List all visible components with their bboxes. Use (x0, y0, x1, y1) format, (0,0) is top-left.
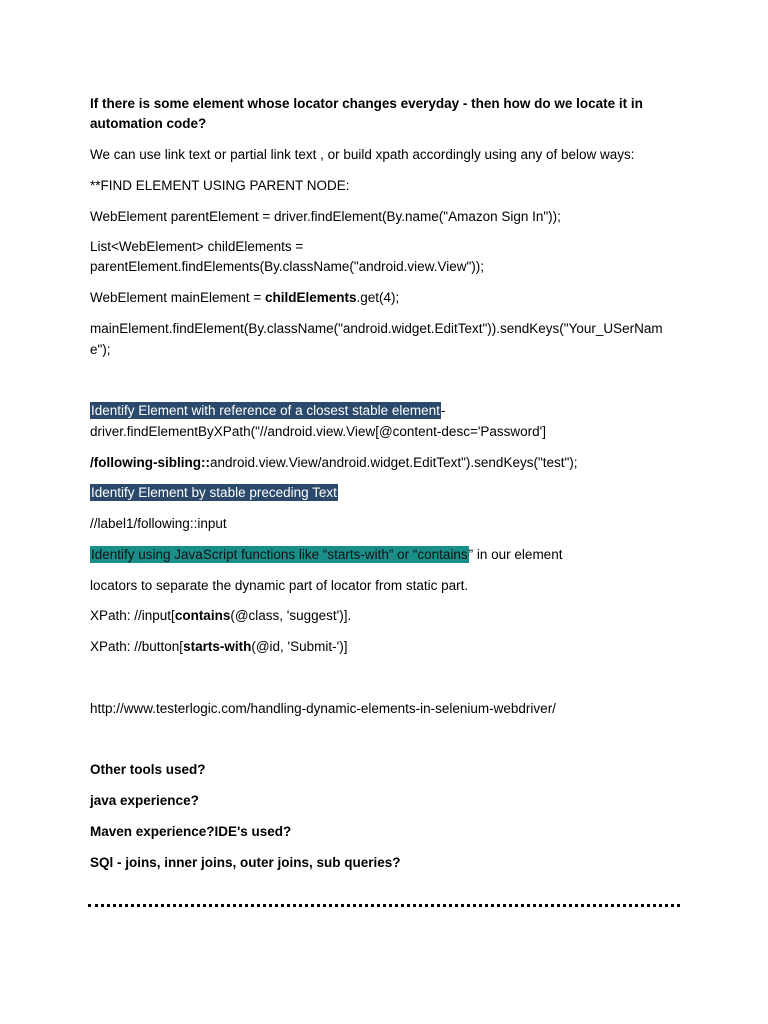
code-parent-element: WebElement parentElement = driver.findElement(By.name("Amazon Sign In")); (90, 209, 561, 224)
preceding-text-heading (90, 483, 338, 502)
code-main-element-bold: childElements (264, 290, 357, 305)
code-following-input: //label1/following::input (90, 516, 227, 531)
js-functions-heading (90, 545, 562, 564)
following-sibling-rest: android.view.View/android.widget.EditText").sendKeys("test"); (209, 455, 578, 470)
js-functions-line-2: locators to separate the dynamic part of locator from static part. (90, 578, 469, 593)
js-functions-highlight: Identify using JavaScript functions like “starts-with” or “contains (91, 547, 468, 562)
xpath-contains-post: (@class, 'suggest')]. (230, 608, 352, 623)
code-main-element-post: .get(4); (356, 290, 400, 305)
preceding-text-highlight: Identify Element by stable preceding Text (91, 485, 337, 500)
question-line-1: If there is some element whose locator changes everyday - then how do we locate it in (90, 96, 643, 111)
question-java: java experience? (90, 793, 199, 808)
xpath-starts-with-bold: starts-with (183, 639, 252, 654)
reference-link[interactable]: http://www.testerlogic.com/handling-dynamic-elements-in-selenium-webdriver/ (90, 701, 556, 716)
code-send-keys-1: mainElement.findElement(By.className("android.widget.EditText")).sendKeys("Your_USerNam (90, 321, 663, 336)
code-xpath-password: driver.findElementByXPath("//android.view.View[@content-desc='Password'] (90, 424, 547, 439)
js-functions-rest: ” in our element (468, 547, 563, 562)
question-maven: Maven experience?IDE's used? (90, 824, 292, 839)
xpath-starts-with-post: (@id, 'Submit-')] (251, 639, 348, 654)
question-other-tools: Other tools used? (90, 762, 206, 777)
code-main-element (90, 288, 399, 307)
question-line-2: automation code? (90, 116, 207, 131)
code-child-elements-2: parentElement.findElements(By.className("android.view.View")); (90, 259, 484, 274)
xpath-starts-with-pre: XPath: //button[ (90, 639, 184, 654)
xpath-starts-with (90, 637, 347, 656)
stable-element-heading (90, 401, 445, 420)
parent-node-heading: **FIND ELEMENT USING PARENT NODE: (90, 178, 350, 193)
code-child-elements-1: List<WebElement> childElements = (90, 239, 304, 254)
stable-element-dash: - (440, 403, 446, 418)
stable-element-highlight: Identify Element with reference of a closest stable element (91, 403, 440, 418)
code-following-sibling (90, 453, 578, 472)
code-send-keys-2: e"); (90, 342, 111, 357)
question-sql: SQl - joins, inner joins, outer joins, sub queries? (90, 855, 401, 870)
dotted-separator (88, 904, 680, 907)
xpath-contains (90, 606, 351, 625)
code-main-element-pre: WebElement mainElement = (90, 290, 265, 305)
following-sibling-bold: /following-sibling:: (90, 455, 210, 470)
xpath-contains-pre: XPath: //input[ (90, 608, 175, 623)
intro-text: We can use link text or partial link text , or build xpath accordingly using any of below ways: (90, 147, 635, 162)
xpath-contains-bold: contains (174, 608, 231, 623)
